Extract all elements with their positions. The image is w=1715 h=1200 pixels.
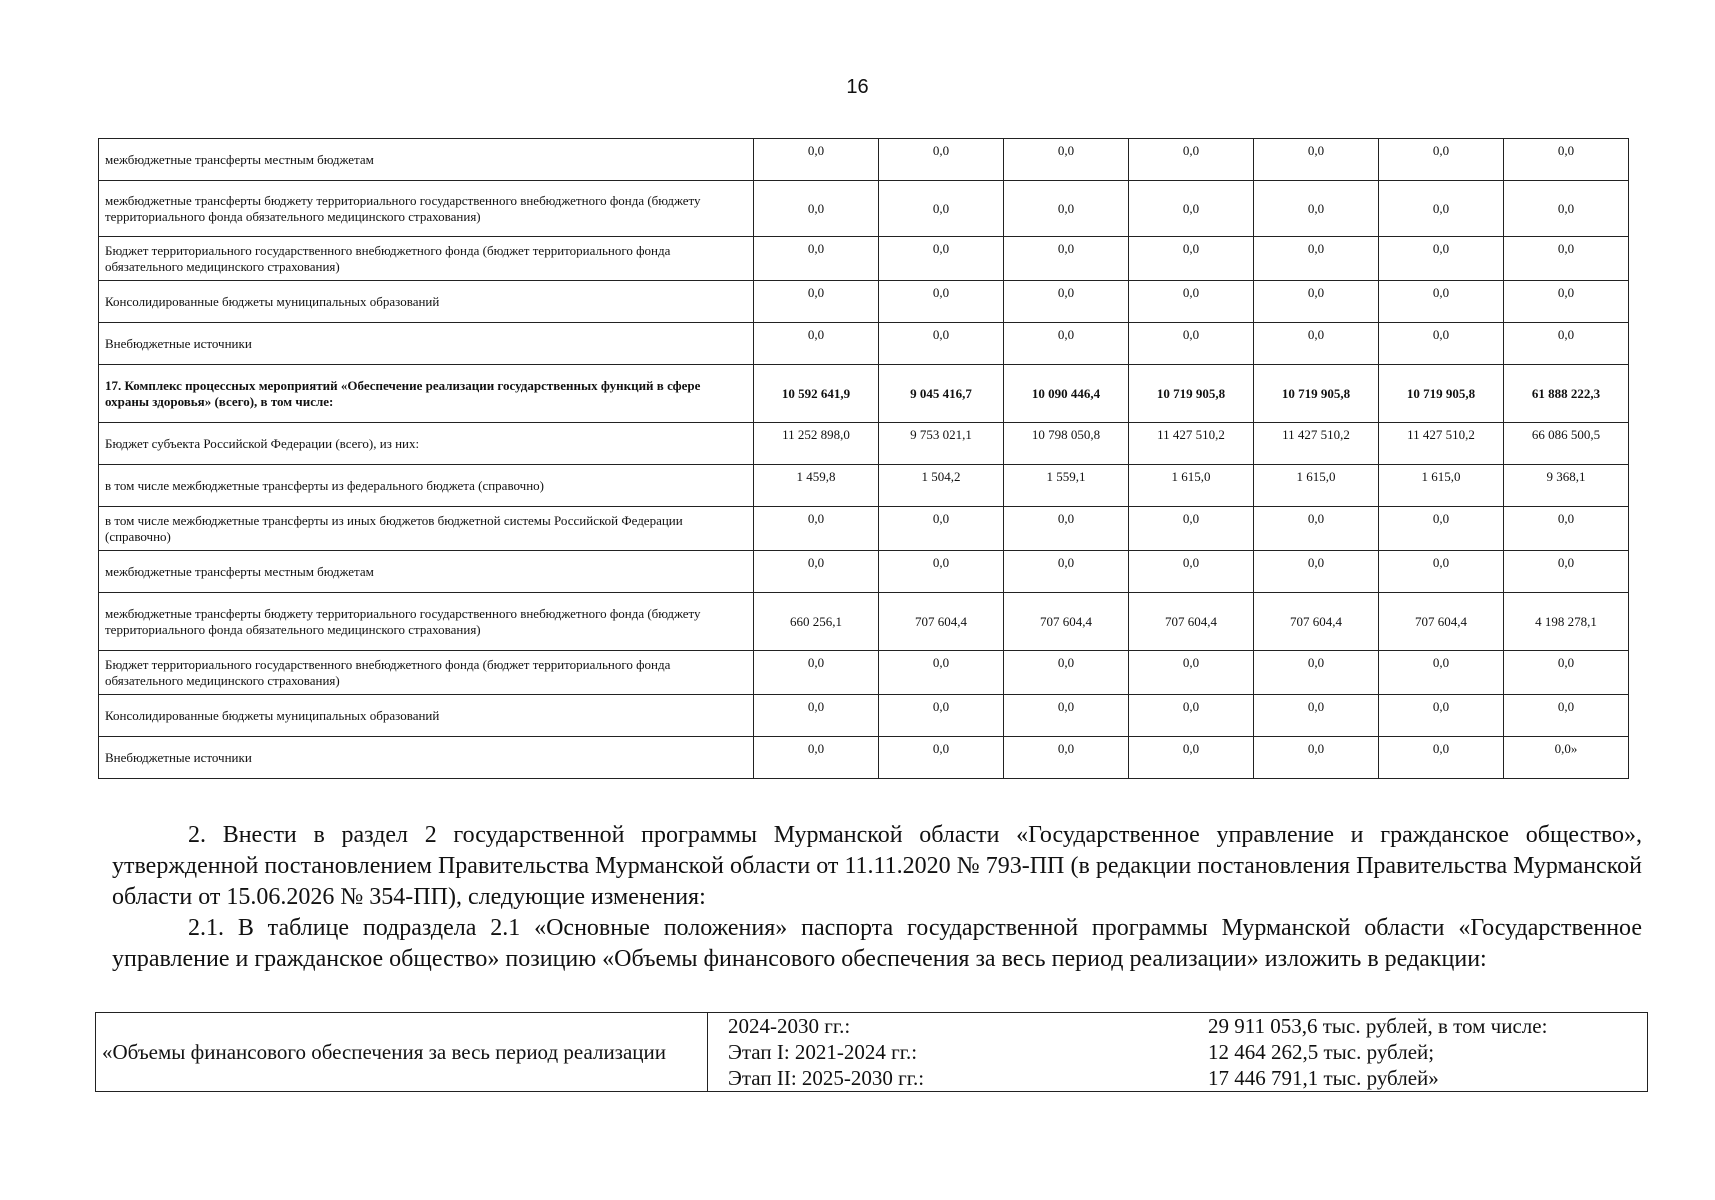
passport-row (96, 1013, 1648, 1092)
table-cell: 66 086 500,5 (1504, 423, 1629, 465)
table-cell: 0,0 (879, 737, 1004, 779)
table-cell: 10 719 905,8 (1129, 365, 1254, 423)
table-row (99, 593, 1629, 651)
table-cell: 1 615,0 (1129, 465, 1254, 507)
table-cell: 10 798 050,8 (1004, 423, 1129, 465)
table-cell: 0,0 (1379, 139, 1504, 181)
table-cell: 0,0 (879, 551, 1004, 593)
table-cell: 0,0 (1129, 281, 1254, 323)
table-cell: 10 090 446,4 (1004, 365, 1129, 423)
table-cell: 61 888 222,3 (1504, 365, 1629, 423)
table-row (99, 423, 1629, 465)
table-row (99, 281, 1629, 323)
table-cell: 1 504,2 (879, 465, 1004, 507)
table-cell: 0,0 (1004, 551, 1129, 593)
table-cell: 0,0 (1004, 281, 1129, 323)
table-cell: 0,0 (1129, 737, 1254, 779)
table-cell: 0,0 (1004, 323, 1129, 365)
amendment-text (112, 820, 1642, 975)
table-cell: 10 719 905,8 (1254, 365, 1379, 423)
table-cell: 1 615,0 (1254, 465, 1379, 507)
table-row (99, 139, 1629, 181)
passport-amount: 29 911 053,6 тыс. рублей, в том числе: (1208, 1014, 1548, 1038)
table-cell: 0,0 (1129, 551, 1254, 593)
table-row (99, 695, 1629, 737)
table-cell: 0,0 (1129, 695, 1254, 737)
passport-table (95, 1012, 1648, 1092)
table-cell: 0,0 (1504, 181, 1629, 237)
table-cell: 0,0 (1379, 507, 1504, 551)
table-cell: 0,0 (1004, 695, 1129, 737)
financing-table-body (99, 139, 1629, 779)
table-cell: 0,0 (1129, 139, 1254, 181)
table-cell: 0,0 (1004, 139, 1129, 181)
row-label: межбюджетные трансферты местным бюджетам (99, 551, 754, 593)
table-cell: 0,0 (879, 507, 1004, 551)
table-cell: 0,0 (754, 737, 879, 779)
table-cell: 0,0 (1004, 507, 1129, 551)
table-cell: 0,0 (1504, 507, 1629, 551)
row-label: Консолидированные бюджеты муниципальных образований (99, 695, 754, 737)
table-cell: 0,0 (879, 695, 1004, 737)
table-cell: 0,0 (754, 651, 879, 695)
row-label: межбюджетные трансферты бюджету территориального государственного внебюджетного фонда (бюджету территориального фонда обязательного медицинского страхования) (99, 181, 754, 237)
row-label: в том числе межбюджетные трансферты из иных бюджетов бюджетной системы Российской Федерации (справочно) (99, 507, 754, 551)
table-cell: 0,0 (1254, 237, 1379, 281)
table-cell: 1 459,8 (754, 465, 879, 507)
passport-period: Этап I: 2021-2024 гг.: (728, 1040, 918, 1064)
table-cell: 0,0 (1004, 651, 1129, 695)
table-cell: 707 604,4 (1129, 593, 1254, 651)
table-cell: 707 604,4 (879, 593, 1004, 651)
table-cell: 9 045 416,7 (879, 365, 1004, 423)
table-cell: 0,0 (1379, 695, 1504, 737)
table-cell: 0,0 (754, 181, 879, 237)
table-cell: 0,0 (879, 237, 1004, 281)
table-cell: 0,0 (1504, 237, 1629, 281)
table-cell: 0,0 (1254, 737, 1379, 779)
table-row (99, 237, 1629, 281)
table-row (99, 551, 1629, 593)
passport-period: 2024-2030 гг.: (728, 1014, 851, 1038)
row-label: Бюджет территориального государственного внебюджетного фонда (бюджет территориального фонда обязательного медицинского страхования) (99, 651, 754, 695)
table-cell: 4 198 278,1 (1504, 593, 1629, 651)
table-cell: 0,0 (879, 281, 1004, 323)
table-cell: 0,0 (1379, 737, 1504, 779)
table-cell: 9 368,1 (1504, 465, 1629, 507)
table-cell: 0,0 (879, 651, 1004, 695)
table-cell: 0,0 (754, 281, 879, 323)
table-row (99, 465, 1629, 507)
table-cell: 707 604,4 (1004, 593, 1129, 651)
table-cell: 9 753 021,1 (879, 423, 1004, 465)
row-label: Бюджет территориального государственного внебюджетного фонда (бюджет территориального фонда обязательного медицинского страхования) (99, 237, 754, 281)
table-cell: 11 427 510,2 (1379, 423, 1504, 465)
table-cell: 0,0 (1129, 651, 1254, 695)
table-cell: 0,0 (1379, 281, 1504, 323)
table-cell: 0,0 (1504, 139, 1629, 181)
row-label: межбюджетные трансферты бюджету территориального государственного внебюджетного фонда (бюджету территориального фонда обязательного медицинского страхования) (99, 593, 754, 651)
table-row (99, 365, 1629, 423)
table-cell: 0,0 (1254, 695, 1379, 737)
table-cell: 707 604,4 (1379, 593, 1504, 651)
table-cell: 1 615,0 (1379, 465, 1504, 507)
table-cell: 0,0 (1129, 181, 1254, 237)
table-cell: 0,0 (879, 181, 1004, 237)
row-label: межбюджетные трансферты местным бюджетам (99, 139, 754, 181)
table-cell: 0,0 (1379, 551, 1504, 593)
table-cell: 11 427 510,2 (1129, 423, 1254, 465)
table-cell: 0,0 (754, 695, 879, 737)
financing-table (98, 138, 1629, 779)
table-cell: 0,0 (754, 237, 879, 281)
row-label: Внебюджетные источники (99, 323, 754, 365)
table-row (99, 507, 1629, 551)
table-cell: 0,0 (1129, 323, 1254, 365)
table-cell: 0,0 (1004, 237, 1129, 281)
passport-values (708, 1013, 1648, 1092)
row-label: Бюджет субъекта Российской Федерации (всего), из них: (99, 423, 754, 465)
row-label: Консолидированные бюджеты муниципальных образований (99, 281, 754, 323)
passport-line-2 (714, 1039, 1641, 1065)
table-cell: 0,0 (1379, 651, 1504, 695)
table-row (99, 181, 1629, 237)
table-cell: 0,0 (754, 507, 879, 551)
row-label: Внебюджетные источники (99, 737, 754, 779)
passport-line-3 (714, 1065, 1641, 1091)
paragraph-item-2: 2. Внести в раздел 2 государственной программы Мурманской области «Государственное управление и гражданское общество», утвержденной постановлением Правительства Мурманской области от 11.11.2020 № 793-ПП (в редакции постановления Правительства Мурманской области от 15.06.2026 № 354-ПП), следующие изменения: (112, 822, 1642, 910)
table-cell: 0,0 (1004, 181, 1129, 237)
passport-label: «Объемы финансового обеспечения за весь период реализации (96, 1013, 708, 1092)
table-cell: 10 719 905,8 (1379, 365, 1504, 423)
table-row (99, 323, 1629, 365)
table-cell: 0,0 (1254, 507, 1379, 551)
row-label: 17. Комплекс процессных мероприятий «Обеспечение реализации государственных функций в сфере охраны здоровья» (всего), в том числе: (99, 365, 754, 423)
table-cell: 0,0 (879, 139, 1004, 181)
table-row (99, 737, 1629, 779)
table-cell: 0,0 (879, 323, 1004, 365)
table-cell: 0,0 (1379, 237, 1504, 281)
table-cell: 0,0 (1504, 281, 1629, 323)
table-cell: 0,0 (1254, 181, 1379, 237)
table-cell: 11 427 510,2 (1254, 423, 1379, 465)
table-cell: 0,0 (754, 323, 879, 365)
table-cell: 10 592 641,9 (754, 365, 879, 423)
paragraph-item-2-1: 2.1. В таблице подраздела 2.1 «Основные положения» паспорта государственной программы Мурманской области «Государственное управление и гражданское общество» позицию «Объемы финансового обеспечения за весь период реализации» изложить в редакции: (112, 915, 1642, 972)
table-cell: 0,0 (1254, 651, 1379, 695)
table-cell: 0,0 (1379, 181, 1504, 237)
table-cell: 0,0 (754, 551, 879, 593)
table-cell: 0,0 (1254, 281, 1379, 323)
table-cell: 0,0 (1379, 323, 1504, 365)
table-cell: 0,0 (1254, 323, 1379, 365)
table-cell: 0,0 (1129, 507, 1254, 551)
table-cell: 11 252 898,0 (754, 423, 879, 465)
table-cell: 0,0 (1504, 551, 1629, 593)
table-row (99, 651, 1629, 695)
table-cell: 1 559,1 (1004, 465, 1129, 507)
table-cell: 0,0 (1504, 651, 1629, 695)
table-cell: 0,0 (1129, 237, 1254, 281)
passport-period: Этап II: 2025-2030 гг.: (728, 1066, 925, 1090)
table-cell: 707 604,4 (1254, 593, 1379, 651)
table-cell: 0,0» (1504, 737, 1629, 779)
table-cell: 0,0 (1254, 551, 1379, 593)
table-cell: 660 256,1 (754, 593, 879, 651)
table-cell: 0,0 (1254, 139, 1379, 181)
table-cell: 0,0 (1504, 323, 1629, 365)
passport-amount: 17 446 791,1 тыс. рублей» (1208, 1066, 1439, 1090)
page-number: 16 (846, 76, 869, 98)
row-label: в том числе межбюджетные трансферты из федерального бюджета (справочно) (99, 465, 754, 507)
passport-amount: 12 464 262,5 тыс. рублей; (1208, 1040, 1435, 1064)
passport-line-1 (714, 1013, 1641, 1039)
table-cell: 0,0 (1004, 737, 1129, 779)
table-cell: 0,0 (754, 139, 879, 181)
table-cell: 0,0 (1504, 695, 1629, 737)
